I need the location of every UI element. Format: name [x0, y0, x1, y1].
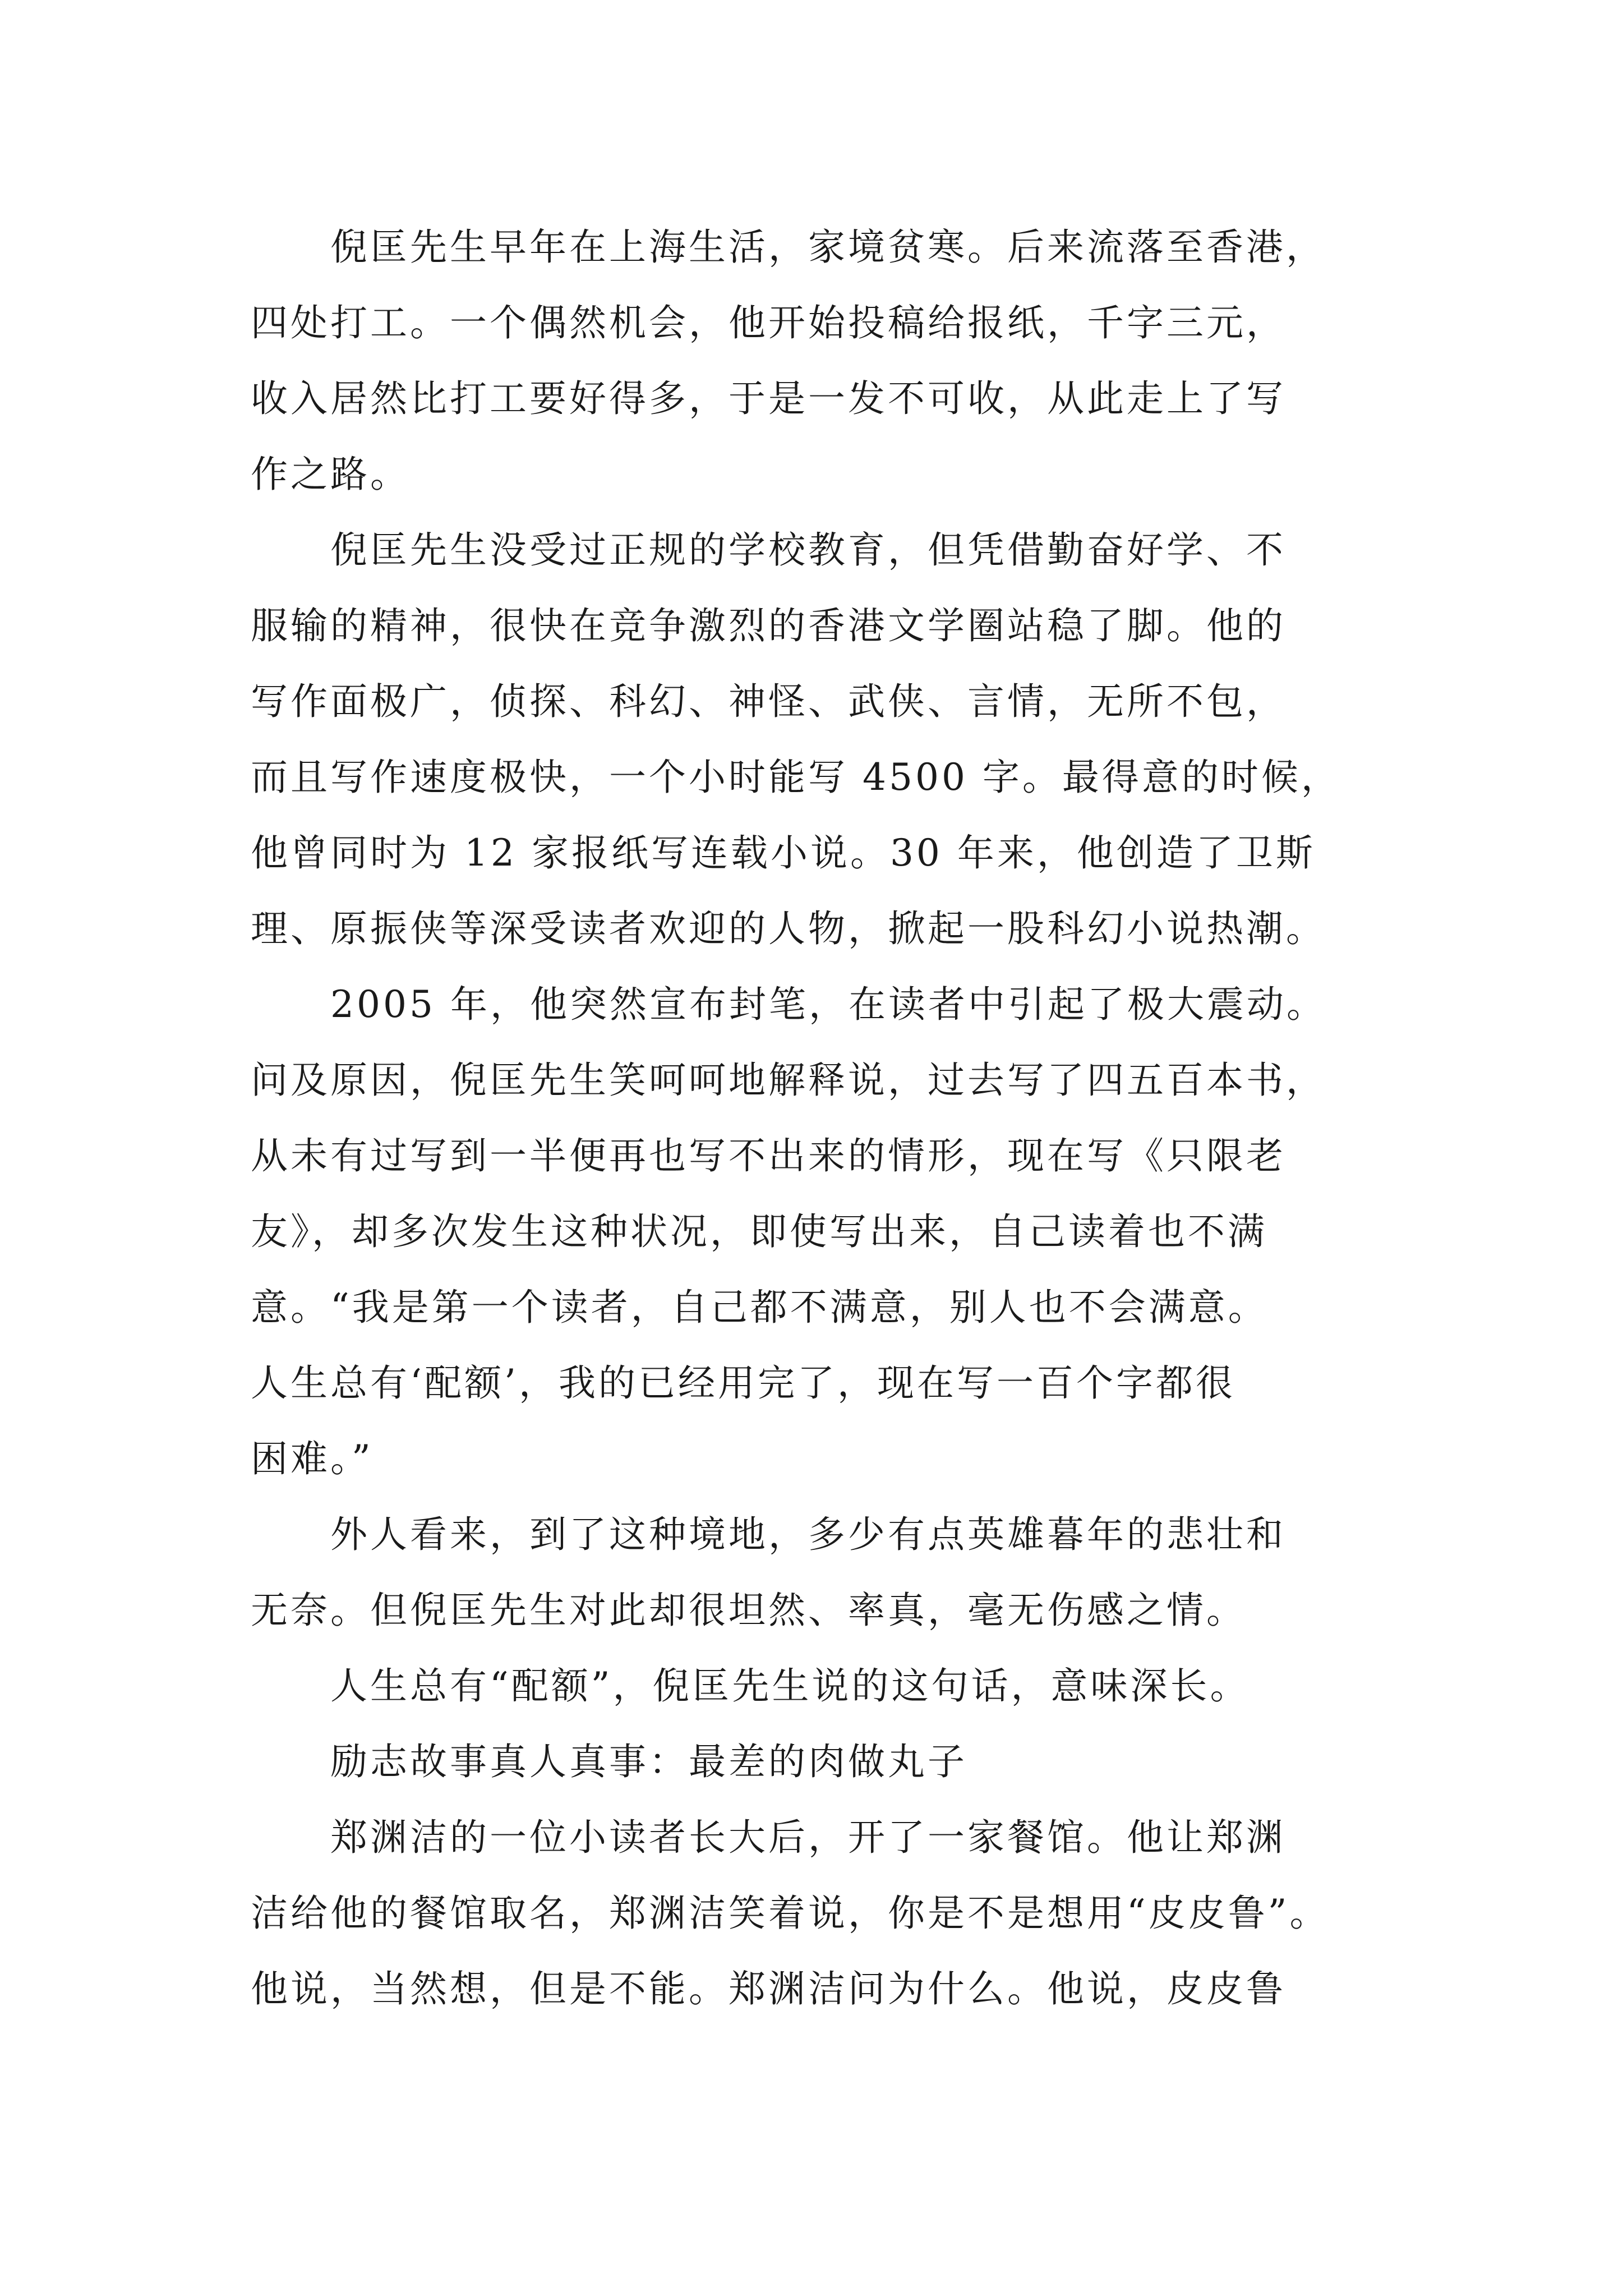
text-line: 而且写作速度极快，一个小时能写 4500 字。最得意的时候，: [251, 756, 1341, 799]
text-line: 无奈。但倪匡先生对此却很坦然、率真，毫无伤感之情。: [251, 1589, 1246, 1632]
text-line: 问及原因，倪匡先生笑呵呵地解释说，过去写了四五百本书，: [251, 1059, 1326, 1102]
text-line: 作之路。: [251, 453, 410, 496]
text-line: 洁给他的餐馆取名，郑渊洁笑着说，你是不是想用“皮皮鲁”。: [251, 1892, 1330, 1935]
text-line: 倪匡先生早年在上海生活，家境贫寒。后来流落至香港，: [330, 226, 1326, 269]
text-line: 2005 年，他突然宣布封笔，在读者中引起了极大震动。: [330, 983, 1326, 1026]
text-line: 他说，当然想，但是不能。郑渊洁问为什么。他说，皮皮鲁: [251, 1967, 1286, 2010]
section-heading: 励志故事真人真事：最差的肉做丸子: [330, 1740, 967, 1783]
text-line: 郑渊洁的一位小读者长大后，开了一家餐馆。他让郑渊: [330, 1816, 1286, 1859]
text-line: 理、原振侠等深受读者欢迎的人物，掀起一股科幻小说热潮。: [251, 907, 1326, 950]
text-line: 人生总有“配额”，倪匡先生说的这句话，意味深长。: [330, 1664, 1250, 1708]
text-line: 友》，却多次发生这种状况，即使写出来，自己读着也不满: [251, 1210, 1267, 1253]
text-line: 困难。”: [251, 1437, 374, 1480]
text-line: 外人看来，到了这种境地，多少有点英雄暮年的悲壮和: [330, 1513, 1286, 1556]
text-line: 他曾同时为 12 家报纸写连载小说。30 年来，他创造了卫斯: [251, 831, 1316, 875]
text-line: 从未有过写到一半便再也写不出来的情形，现在写《只限老: [251, 1134, 1286, 1177]
text-line: 写作面极广，侦探、科幻、神怪、武侠、言情，无所不包，: [251, 680, 1286, 723]
text-line: 人生总有‘配额’，我的已经用完了，现在写一百个字都很: [251, 1361, 1235, 1405]
text-line: 意。“我是第一个读者，自己都不满意，别人也不会满意。: [251, 1286, 1268, 1329]
body-text: [251, 209, 1406, 2027]
text-line: 四处打工。一个偶然机会，他开始投稿给报纸，千字三元，: [251, 301, 1286, 344]
text-line: 倪匡先生没受过正规的学校教育，但凭借勤奋好学、不: [330, 528, 1286, 572]
text-line: 服输的精神，很快在竞争激烈的香港文学圈站稳了脚。他的: [251, 604, 1286, 647]
text-line: 收入居然比打工要好得多，于是一发不可收，从此走上了写: [251, 377, 1286, 420]
